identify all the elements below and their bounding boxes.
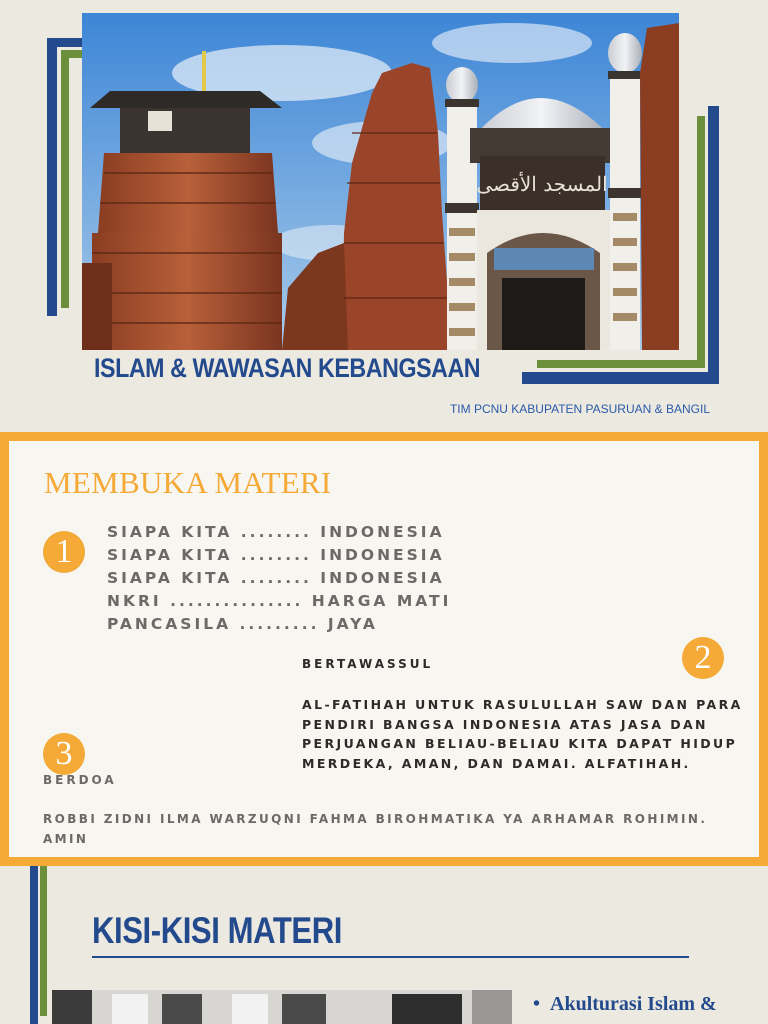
decor-bar-navy-right xyxy=(708,106,719,384)
outline-slide xyxy=(0,866,768,1024)
svg-text:اﻟﻤﺴﺠﺪ اﻷﻗﺼﻰ: اﻟﻤﺴﺠﺪ اﻷﻗﺼﻰ xyxy=(476,172,608,196)
section-2-line: AL-FATIHAH UNTUK RASULULLAH SAW DAN PARA xyxy=(302,697,743,712)
section-1-line: SIAPA KITA ........ INDONESIA xyxy=(107,523,445,541)
section-2-line: MERDEKA, AMAN, DAN DAMAI. ALFATIHAH. xyxy=(302,755,691,771)
decor-bar-navy-slide3 xyxy=(30,866,38,1024)
section-2-label: BERTAWASSUL xyxy=(302,657,434,671)
decor-bar-navy-left-top xyxy=(47,38,82,47)
section-3-line: ROBBI ZIDNI ILMA WARZUQNI FAHMA BIROHMATIKA YA ARHAMAR ROHIMIN. xyxy=(43,812,708,826)
opening-title: MEMBUKA MATERI xyxy=(44,465,332,500)
decor-bar-green-right-bottom xyxy=(537,360,705,368)
section-3-text xyxy=(43,810,707,849)
section-1-line: PANCASILA ......... JAYA xyxy=(107,615,378,633)
cover-subtitle: TIM PCNU KABUPATEN PASURUAN & BANGIL xyxy=(449,402,710,416)
decor-bar-navy-right-bottom xyxy=(522,372,719,384)
title-underline xyxy=(92,956,689,958)
outline-bullet-text: Akulturasi Islam & xyxy=(550,993,717,1015)
number-badge-2: 2 xyxy=(682,637,724,679)
opening-slide xyxy=(0,432,768,866)
section-1-lines xyxy=(107,521,451,636)
number-badge-3: 3 xyxy=(43,733,85,775)
decor-bar-green-right xyxy=(697,116,705,368)
decor-bar-green-slide3 xyxy=(40,866,47,1016)
section-1-line: SIAPA KITA ........ INDONESIA xyxy=(107,546,445,564)
cover-title: ISLAM & WAWASAN KEBANGSAAN xyxy=(94,353,481,383)
bullet-dot-icon: • xyxy=(533,993,551,1015)
section-2-line: PENDIRI BANGSA INDONESIA ATAS JASA DAN xyxy=(302,716,708,732)
mosque-minaret-illustration xyxy=(82,13,679,350)
mosque-photo xyxy=(82,13,679,350)
decor-bar-navy-left xyxy=(47,38,57,316)
meeting-photo xyxy=(52,990,512,1024)
outline-bullet xyxy=(533,992,717,1016)
cover-slide xyxy=(0,0,768,432)
section-3-line: AMIN xyxy=(43,831,89,846)
number-badge-1: 1 xyxy=(43,531,85,573)
section-2-line: PERJUANGAN BELIAU-BELIAU KITA DAPAT HIDUP xyxy=(302,736,738,751)
decor-bar-green-left xyxy=(61,50,69,308)
section-3-label: BERDOA xyxy=(43,773,117,787)
section-1-line: NKRI ............... HARGA MATI xyxy=(107,592,452,610)
decor-bar-green-left-top xyxy=(61,50,82,58)
outline-title: KISI-KISI MATERI xyxy=(92,910,342,951)
section-2-text xyxy=(302,695,743,773)
section-1-line: SIAPA KITA ........ INDONESIA xyxy=(107,569,445,587)
